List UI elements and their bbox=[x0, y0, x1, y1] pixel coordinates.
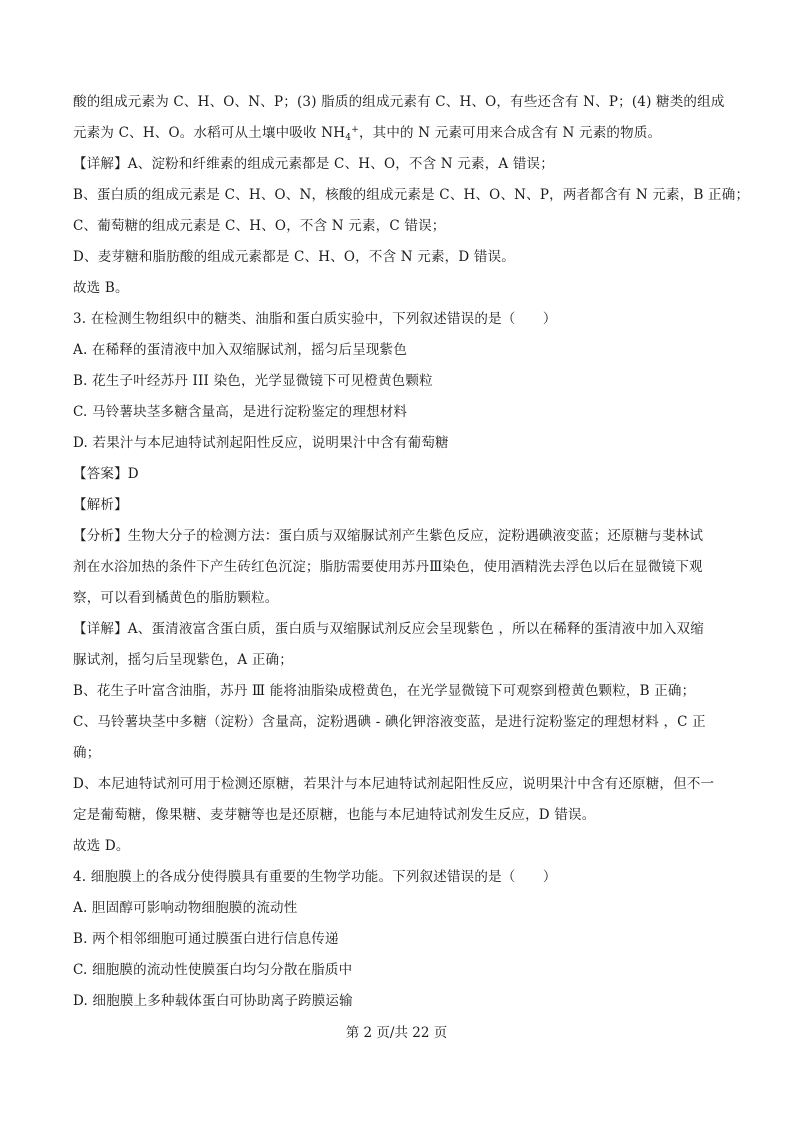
option-d: D. 细胞膜上多种载体蛋白可协助离子跨膜运输 bbox=[73, 993, 353, 1009]
text-line: 定是葡萄糖，像果糖、麦芽糖等也是还原糖，也能与本尼迪特试剂发生反应，D 错误。 bbox=[73, 807, 596, 823]
text-line: 酸的组成元素为 C、H、O、N、P；(3) 脂质的组成元素有 C、H、O，有些还含有 N、P；(4) 糖类的组成 bbox=[73, 94, 725, 110]
option-c: C. 细胞膜的流动性使膜蛋白均匀分散在脂质中 bbox=[73, 962, 353, 978]
text-line: 【详解】A、淀粉和纤维素的组成元素都是 C、H、O，不含 N 元素，A 错误； bbox=[73, 156, 554, 172]
option-b: B. 花生子叶经苏丹 III 染色，光学显微镜下可见橙黄色颗粒 bbox=[73, 373, 433, 389]
option-c: C. 马铃薯块茎多糖含量高，是进行淀粉鉴定的理想材料 bbox=[73, 404, 408, 420]
text-segment: 元素为 C、H、O。水稻可从土壤中吸收 NH bbox=[73, 125, 346, 141]
text-line: C、葡萄糖的组成元素是 C、H、O，不含 N 元素，C 错误； bbox=[73, 218, 446, 234]
text-line: 【分析】生物大分子的检测方法：蛋白质与双缩脲试剂产生紫色反应，淀粉遇碘液变蓝；还原糖与斐林试 bbox=[73, 528, 704, 544]
page-footer: 第 2 页/共 22 页 bbox=[345, 1025, 448, 1041]
answer-label: 【答案】D bbox=[73, 466, 139, 482]
text-line: B、花生子叶富含油脂，苏丹 Ⅲ 能将油脂染成橙黄色，在光学显微镜下可观察到橙黄色颗粒，B 正确； bbox=[73, 683, 696, 699]
text-line: 故选 B。 bbox=[73, 280, 129, 296]
text-line: D、麦芽糖和脂肪酸的组成元素都是 C、H、O，不含 N 元素，D 错误。 bbox=[73, 249, 515, 265]
text-line: D、本尼迪特试剂可用于检测还原糖，若果汁与本尼迪特试剂起阳性反应，说明果汁中含有还原糖，但不一 bbox=[73, 776, 715, 792]
text-line: 确； bbox=[73, 745, 101, 761]
text-segment: ，其中的 N 元素可用来合成含有 N 元素的物质。 bbox=[358, 125, 662, 141]
option-b: B. 两个相邻细胞可通过膜蛋白进行信息传递 bbox=[73, 931, 339, 947]
option-d: D. 若果汁与本尼迪特试剂起阳性反应，说明果汁中含有葡萄糖 bbox=[73, 435, 449, 451]
subscript: 4 bbox=[345, 133, 352, 143]
text-line: B、蛋白质的组成元素是 C、H、O、N，核酸的组成元素是 C、H、O、N、P，两者都含有 N 元素，B 正确； bbox=[73, 187, 750, 203]
text-line: 脲试剂，摇匀后呈现紫色，A 正确； bbox=[73, 652, 293, 668]
question-4-stem: 4. 细胞膜上的各成分使得膜具有重要的生物学功能。下列叙述错误的是（ ） bbox=[73, 869, 557, 885]
text-line: 察，可以看到橘黄色的脂肪颗粒。 bbox=[73, 590, 279, 606]
text-line: 剂在水浴加热的条件下产生砖红色沉淀；脂肪需要使用苏丹Ⅲ染色，使用酒精洗去浮色以后在显微镜下观 bbox=[73, 559, 703, 575]
text-line: C、马铃薯块茎中多糖（淀粉）含量高，淀粉遇碘 - 碘化钾溶液变蓝，是进行淀粉鉴定的理想材料 ，C 正 bbox=[73, 714, 706, 730]
option-a: A. 在稀释的蛋清液中加入双缩脲试剂，摇匀后呈现紫色 bbox=[73, 342, 408, 358]
question-3-stem: 3. 在检测生物组织中的糖类、油脂和蛋白质实验中，下列叙述错误的是（ ） bbox=[73, 311, 557, 327]
text-line: 【详解】A、蛋清液富含蛋白质，蛋白质与双缩脲试剂反应会呈现紫色 ，所以在稀释的蛋清液中加入双缩 bbox=[73, 621, 704, 637]
option-a: A. 胆固醇可影响动物细胞膜的流动性 bbox=[73, 900, 298, 916]
text-line bbox=[73, 124, 661, 144]
text-line: 故选 D。 bbox=[73, 838, 130, 854]
superscript: + bbox=[351, 125, 359, 135]
analysis-label: 【解析】 bbox=[73, 497, 128, 513]
